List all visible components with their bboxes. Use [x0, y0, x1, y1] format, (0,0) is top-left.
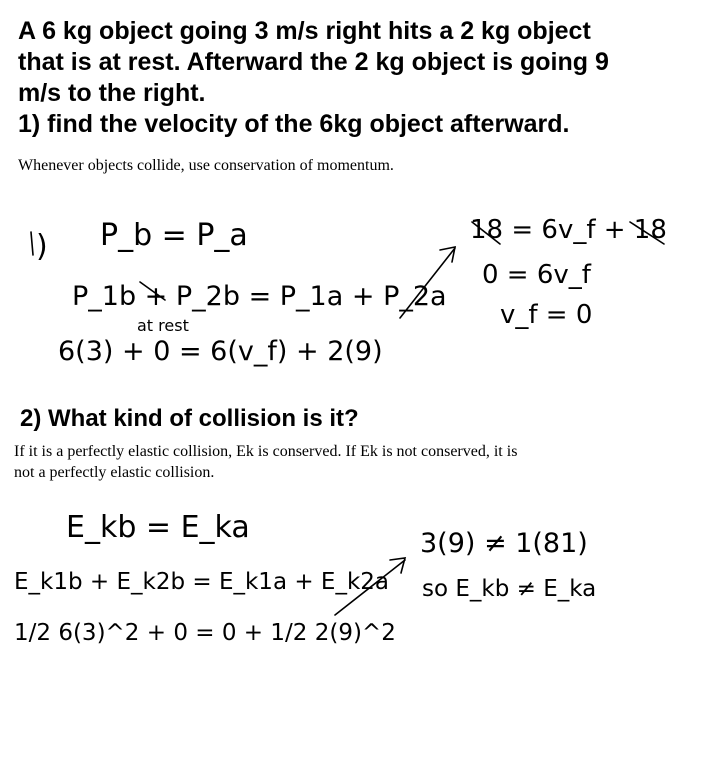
hw-result-line-2: 0 = 6v_f: [482, 260, 591, 290]
hw-at-rest-note: at rest: [137, 316, 189, 335]
problem-line: m/s to the right.: [18, 79, 206, 107]
momentum-note: Whenever objects collide, use conservation of momentum.: [18, 157, 394, 174]
hw-momentum-sum: P_1b + P_2b = P_1a + P_2a: [72, 281, 447, 312]
hw-energy-sum: E_k1b + E_k2b = E_k1a + E_k2a: [14, 569, 390, 595]
question-2: 2) What kind of collision is it?: [20, 405, 359, 432]
hw-energy-substitution: 1/2 6(3)^2 + 0 = 0 + 1/2 2(9)^2: [14, 620, 396, 646]
energy-note-line: not a perfectly elastic collision.: [14, 464, 215, 481]
hw-energy-result-2: so E_kb ≠ E_ka: [422, 576, 597, 602]
hw-result-line-3: v_f = 0: [500, 300, 593, 330]
hw-result-line-1: 18 = 6v_f + 18: [470, 215, 667, 245]
energy-note-line: If it is a perfectly elastic collision, Ek is conserved. If Ek is not conserved, it is: [14, 443, 518, 460]
hw-momentum-substitution: 6(3) + 0 = 6(v_f) + 2(9): [58, 336, 383, 367]
problem-question-1: 1) find the velocity of the 6kg object afterward.: [18, 110, 570, 138]
handwritten-one-stroke: [31, 232, 33, 255]
hw-energy-result-1: 3(9) ≠ 1(81): [420, 528, 588, 559]
handwritten-momentum-work: [31, 215, 667, 367]
hw-momentum-equality: P_b = P_a: [100, 218, 248, 253]
problem-line: A 6 kg object going 3 m/s right hits a 2 kg object: [18, 17, 591, 45]
hw-energy-equality: E_kb = E_ka: [66, 510, 250, 545]
hw-arrow-head: [440, 247, 455, 262]
problem-line: that is at rest. Afterward the 2 kg object is going 9: [18, 48, 609, 76]
handwritten-energy-work: [14, 510, 596, 646]
hw-label-1: ): [36, 229, 48, 264]
